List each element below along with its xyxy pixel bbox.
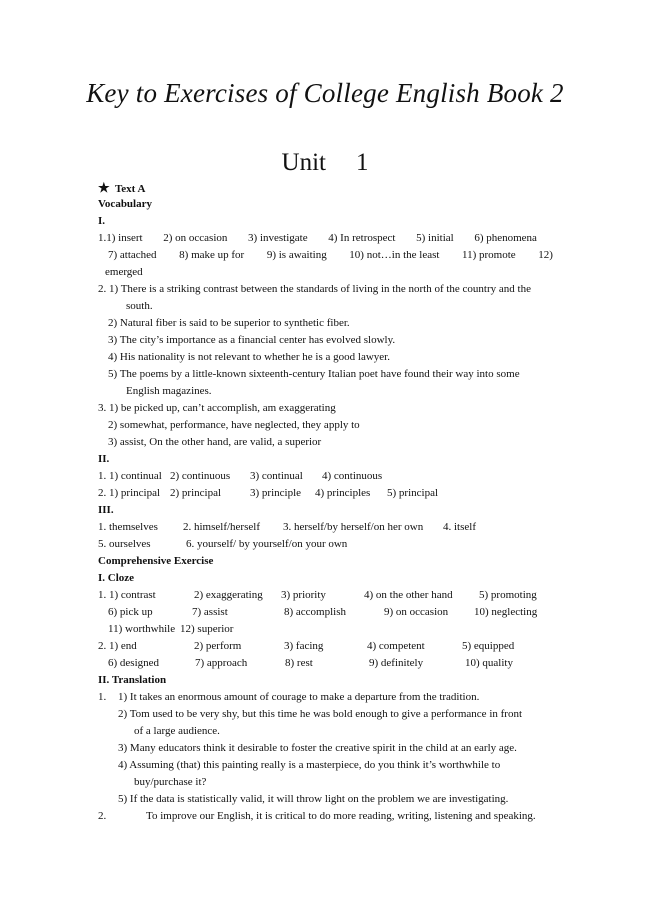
cloze-2-line2: 6) designed 7) approach 8) rest 9) definitely 10) quality [108, 657, 513, 669]
comprehensive-heading: Comprehensive Exercise [98, 555, 214, 567]
translation-1-item5: 5) If the data is statistically valid, it will throw light on the problem we are investigating. [118, 793, 509, 805]
cloze-1-line3: 11) worthwhile 12) superior [108, 623, 234, 635]
part-2-q2: 2. 1) principal 2) principal 3) principle 4) principles 5) principal [98, 487, 439, 499]
translation-1-item4: 4) Assuming (that) this painting really is a masterpiece, do you think it’s worthwhile to [118, 759, 501, 771]
part-2-label: II. [98, 453, 110, 465]
part-1-label: I. [98, 215, 106, 227]
cloze-1-line1: 1. 1) contrast 2) exaggerating 3) priority 4) on the other hand 5) promoting [98, 589, 537, 601]
part-1-q2-item3: 3) The city’s importance as a financial center has evolved slowly. [108, 334, 396, 346]
answer-key-content [98, 179, 553, 825]
translation-1-item1: 1. 1) It takes an enormous amount of courage to make a departure from the tradition. [98, 691, 480, 703]
part-1-q3-item1: 3. 1) be picked up, can’t accomplish, am exaggerating [98, 402, 336, 414]
part-3-q1: 1. themselves 2. himself/herself 3. herself/by herself/on her own 4. itself [98, 521, 476, 533]
part-1-q2-item1: 2. 1) There is a striking contrast between the standards of living in the north of the country and the [98, 283, 531, 295]
unit-word: Unit [281, 149, 326, 176]
translation-2: 2. To improve our English, it is critical to do more reading, writing, listening and speaking. [98, 810, 536, 822]
part-1-q2-item4: 4) His nationality is not relevant to whether he is a good lawyer. [108, 351, 390, 363]
unit-heading [0, 149, 650, 177]
translation-1-item2: 2) Tom used to be very shy, but this time he was bold enough to give a performance in front [118, 708, 523, 720]
part-3-q2: 5. ourselves 6. yourself/ by yourself/on your own [98, 538, 348, 550]
part-1-q3-item3: 3) assist, On the other hand, are valid, a superior [108, 436, 322, 448]
star-icon: ★ [98, 180, 110, 195]
part-1-q3-item2: 2) somewhat, performance, have neglected, they apply to [108, 419, 360, 431]
translation-1-item2-cont: of a large audience. [134, 725, 220, 737]
part-1-q2-item2: 2) Natural fiber is said to be superior to synthetic fiber. [108, 317, 350, 329]
translation-label: II. Translation [98, 674, 167, 686]
translation-1-item3: 3) Many educators think it desirable to foster the creative spirit in the child at an early age. [118, 742, 517, 754]
cloze-1-line2: 6) pick up 7) assist 8) accomplish 9) on occasion 10) neglecting [108, 606, 538, 618]
part-3-label: III. [98, 504, 114, 516]
part-1-q2-item1-cont: south. [126, 300, 153, 312]
cloze-2-line1: 2. 1) end 2) perform 3) facing 4) competent 5) equipped [98, 640, 515, 652]
translation-1-item4-cont: buy/purchase it? [134, 776, 207, 788]
cloze-label: I. Cloze [98, 572, 135, 584]
part-1-q2-item5: 5) The poems by a little-known sixteenth-century Italian poet have found their way into some [108, 368, 520, 380]
vocabulary-heading: Vocabulary [98, 198, 152, 210]
part-1-q1-line2: 7) attached 8) make up for 9) is awaiting 10) not…in the least 11) promote 12) [108, 249, 553, 261]
part-1-q1-line1: 1.1) insert 2) on occasion 3) investigate 4) In retrospect 5) initial 6) phenomena [98, 232, 537, 244]
part-1-q1-line3: emerged [105, 266, 143, 278]
part-1-q2-item5-cont: English magazines. [126, 385, 212, 397]
part-2-q1: 1. 1) continual 2) continuous 3) continual 4) continuous [98, 470, 383, 482]
text-a-heading: ★ Text A [98, 180, 146, 195]
unit-number: 1 [355, 149, 369, 176]
document-title: Key to Exercises of College English Book 2 [86, 78, 564, 108]
